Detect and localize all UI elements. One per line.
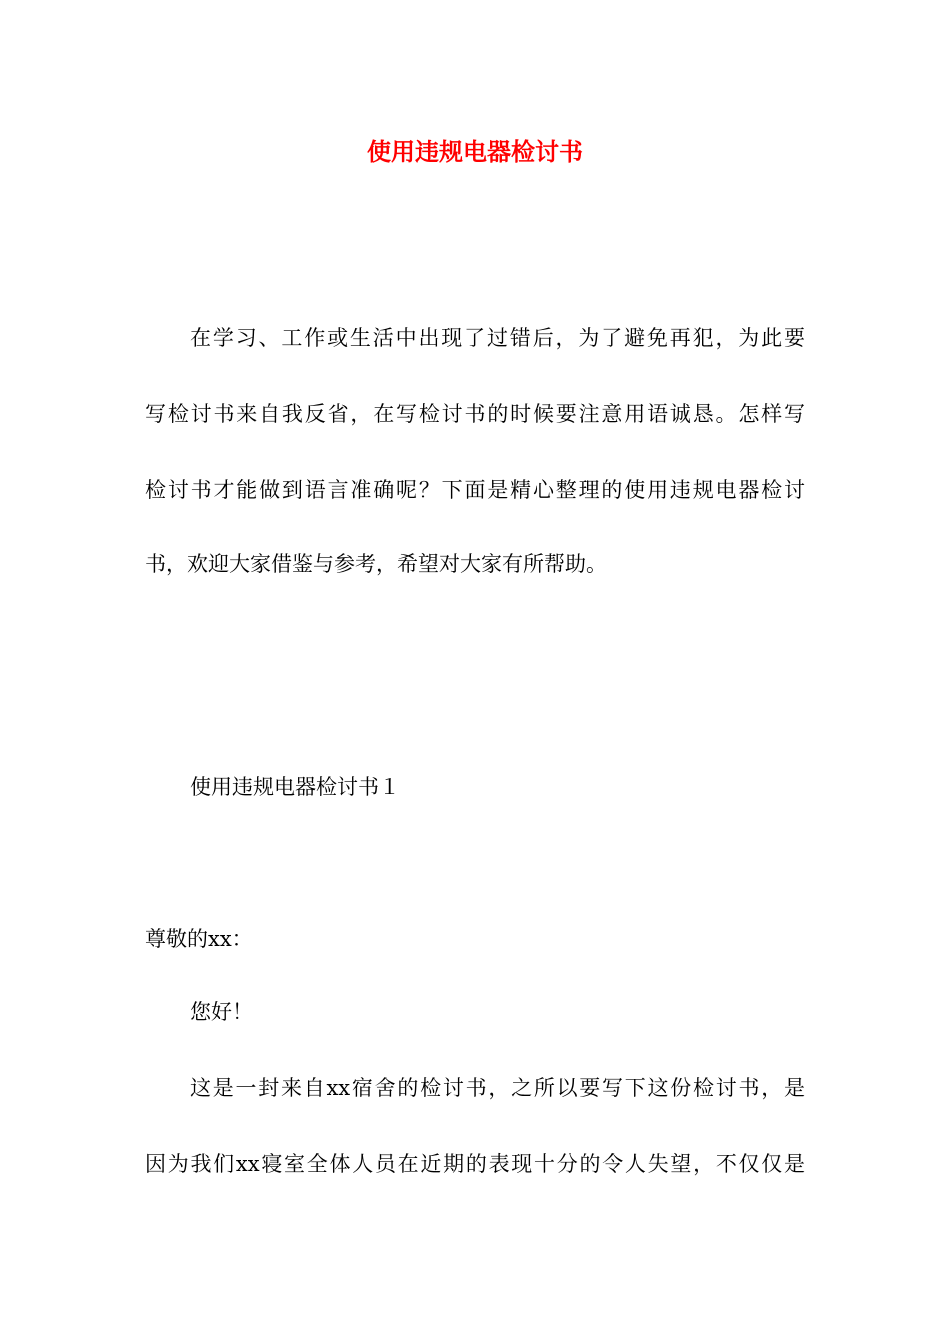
section-heading: 使用违规电器检讨书１ <box>190 775 400 799</box>
intro-line-1: 在学习、工作或生活中出现了过错后，为了避免再犯，为此要 <box>190 326 805 350</box>
intro-line-2: 写检讨书来自我反省，在写检讨书的时候要注意用语诚恳。怎样写 <box>145 402 805 426</box>
greeting: 您好！ <box>190 1000 253 1024</box>
document-title: 使用违规电器检讨书 <box>367 137 583 166</box>
salutation: 尊敬的xx： <box>145 927 253 951</box>
body-line-1: 这是一封来自xx宿舍的检讨书，之所以要写下这份检讨书，是 <box>190 1076 805 1100</box>
intro-line-4: 书，欢迎大家借鉴与参考，希望对大家有所帮助。 <box>145 552 607 576</box>
intro-line-3: 检讨书才能做到语言准确呢？下面是精心整理的使用违规电器检讨 <box>145 478 805 502</box>
body-line-2: 因为我们xx寝室全体人员在近期的表现十分的令人失望，不仅仅是 <box>145 1152 805 1176</box>
